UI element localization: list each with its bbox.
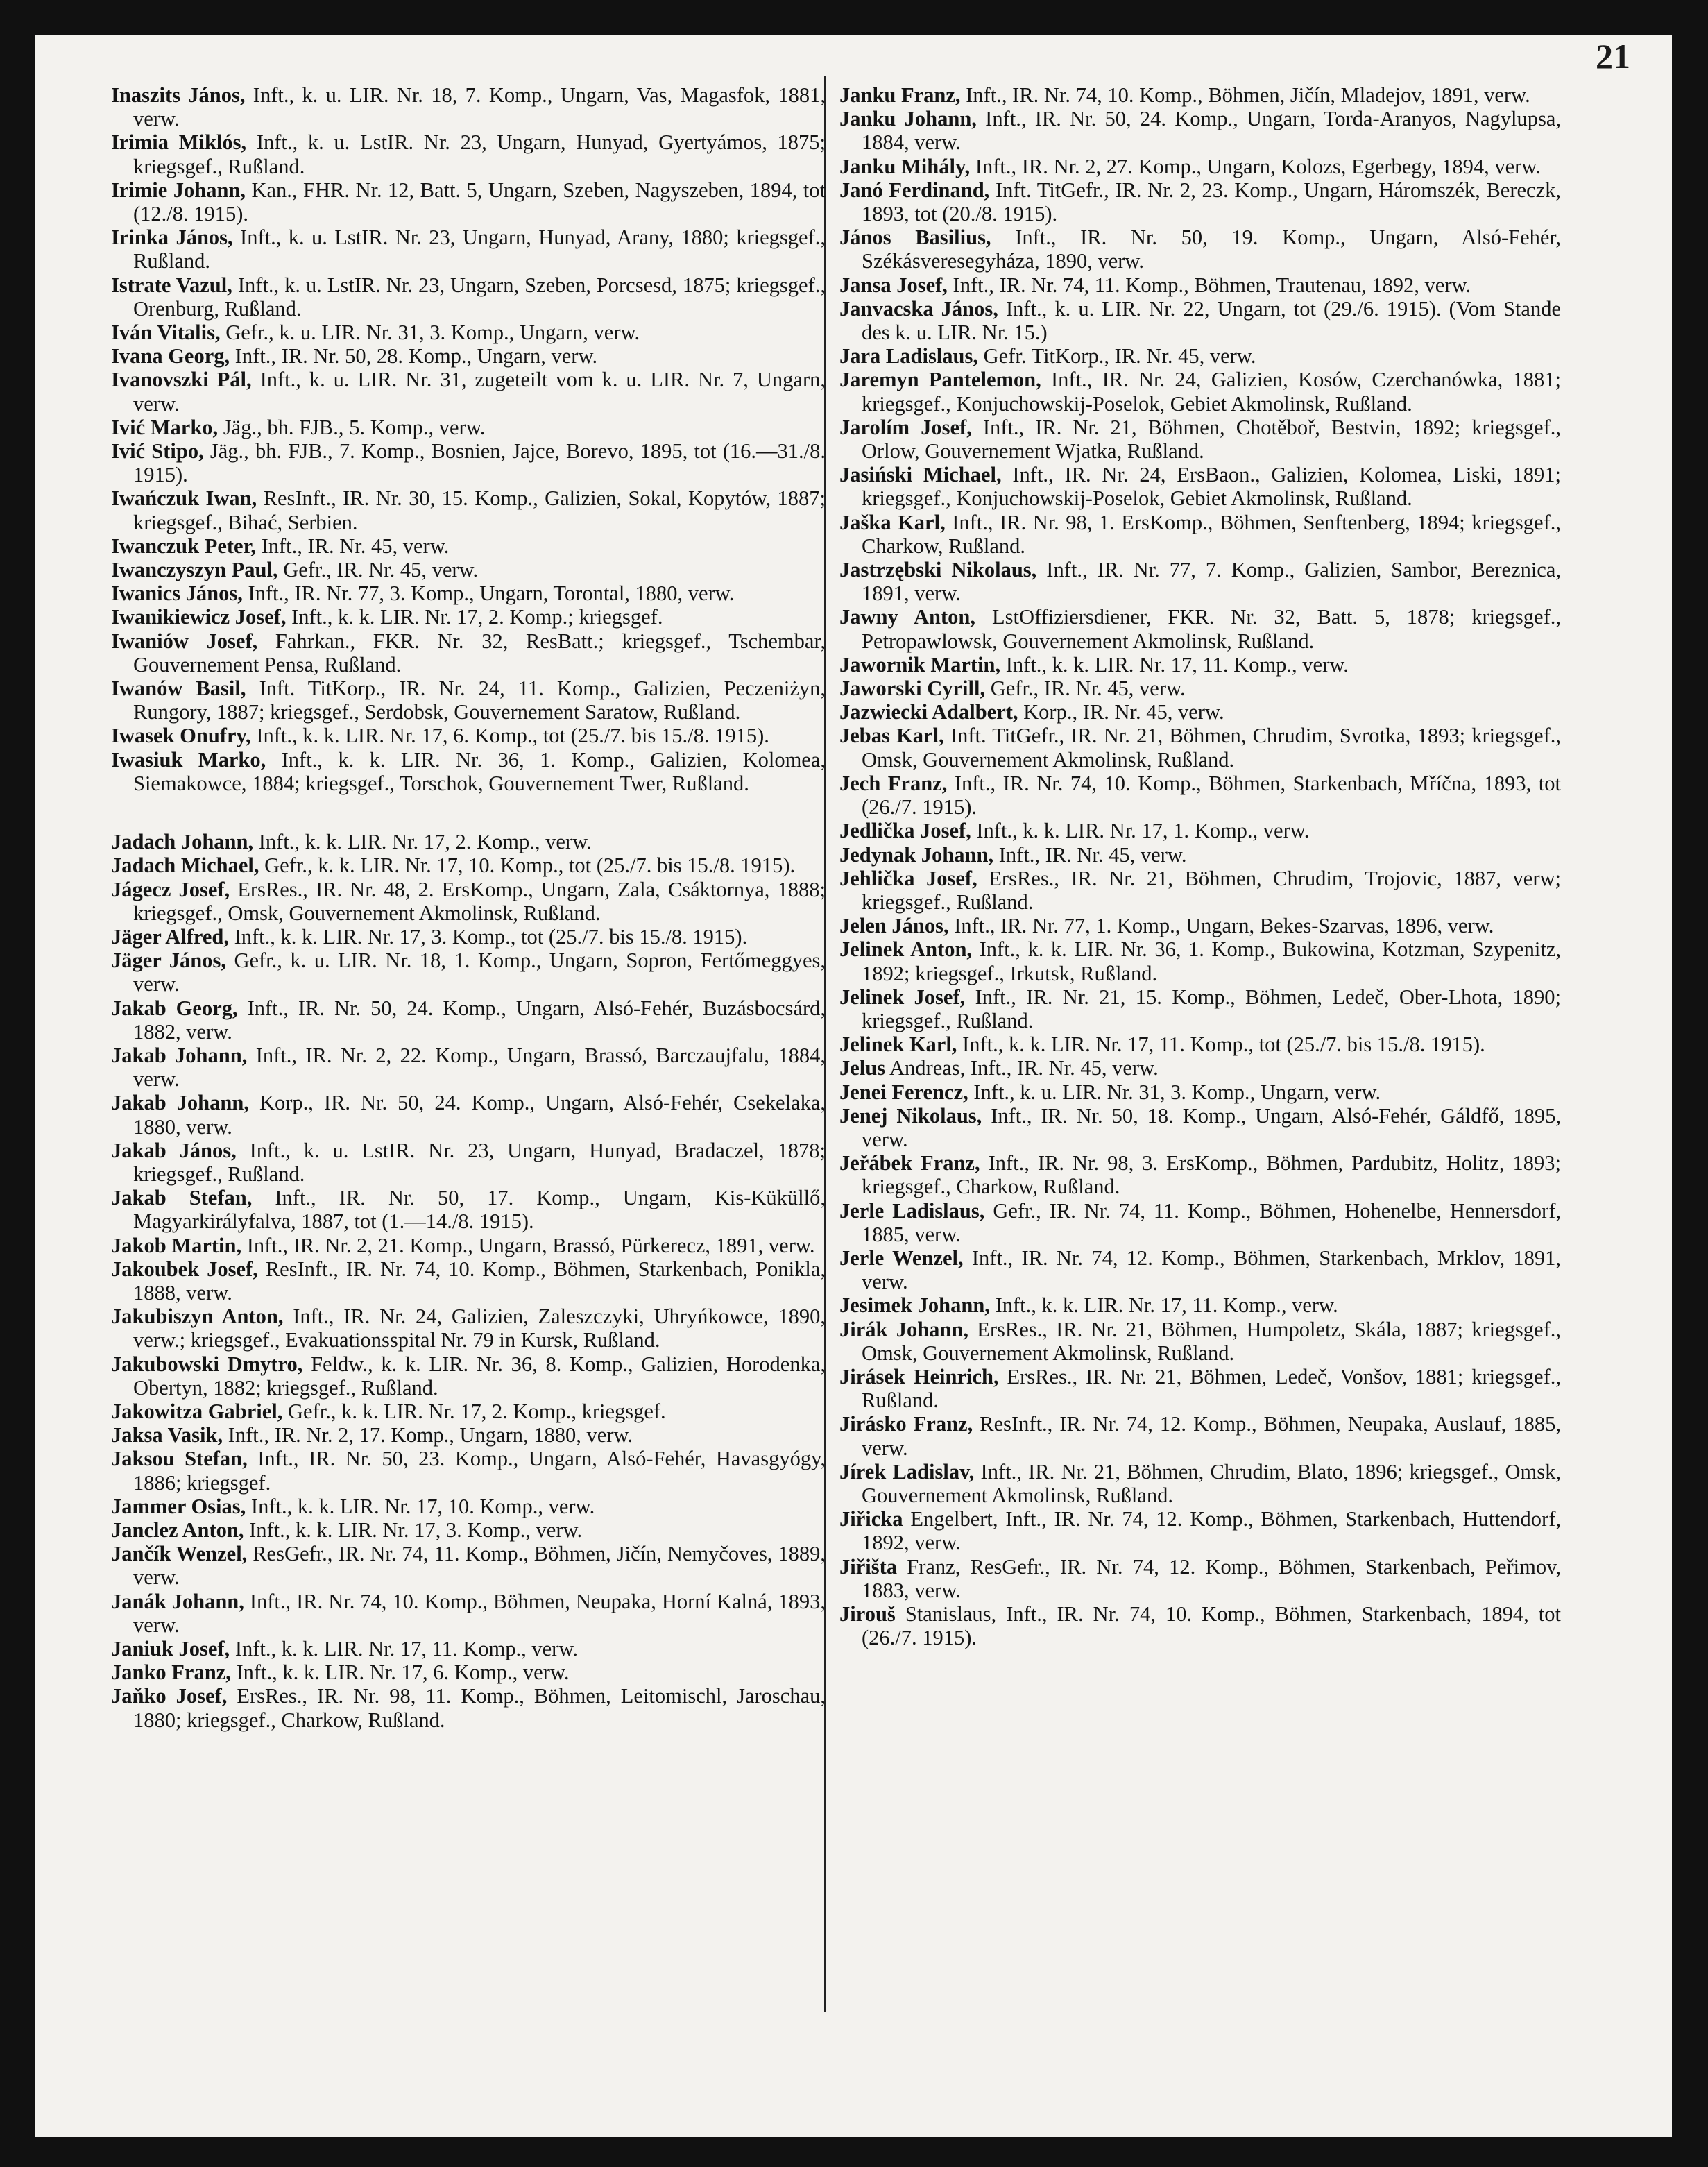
list-entry — [839, 297, 1561, 344]
list-entry — [839, 1365, 1561, 1412]
list-entry — [111, 558, 826, 581]
entry-details: Gefr. TitKorp., IR. Nr. 45, verw. — [978, 344, 1256, 368]
entry-details: Inft., k. k. LIR. Nr. 17, 6. Komp., tot (25./7. bis 15./8. 1915). — [250, 724, 769, 748]
list-entry — [839, 1602, 1561, 1649]
entry-name: Jakubowski Dmytro, — [111, 1352, 303, 1376]
entry-name: Jelen János, — [839, 914, 949, 938]
entry-details: Inft., k. k. LIR. Nr. 17, 11. Komp., verw. — [1000, 652, 1349, 677]
entry-details: Inft., IR. Nr. 77, 7. Komp., Galizien, Sambor, Bereznica, 1891, verw. — [862, 558, 1561, 606]
entry-details: Inft., IR. Nr. 50, 28. Komp., Ungarn, verw. — [230, 344, 598, 368]
entry-details: Inft. TitKorp., IR. Nr. 24, 11. Komp., Galizien, Peczeniżyn, Rungory, 1887; kriegsgef., Serdobsk, Gouvernement Saratow, Rußland. — [133, 677, 826, 724]
entry-name: Jaksou Stefan, — [111, 1447, 248, 1471]
list-entry — [839, 1318, 1561, 1365]
list-entry — [111, 344, 826, 368]
entry-name: Ivana Georg, — [111, 344, 230, 368]
list-entry — [111, 416, 826, 439]
entry-name: Jech Franz, — [839, 771, 948, 795]
entry-name: Iván Vitalis, — [111, 321, 221, 345]
list-entry — [111, 273, 826, 321]
entry-name: Iwanczuk Peter, — [111, 534, 256, 558]
entry-name: Jadach Michael, — [111, 853, 259, 878]
list-entry — [839, 700, 1561, 724]
entry-details: ErsRes., IR. Nr. 48, 2. ErsKomp., Ungarn, Zala, Csáktornya, 1888; kriegsgef., Omsk, Gouvernement Akmolinsk, Rußland. — [133, 877, 826, 925]
entry-name: Jirák Johann, — [839, 1317, 968, 1341]
list-entry — [839, 155, 1561, 178]
list-entry — [839, 653, 1561, 677]
entry-details: Inft., k. k. LIR. Nr. 17, 11. Komp., verw. — [989, 1293, 1338, 1318]
list-entry — [839, 843, 1561, 867]
list-entry — [839, 107, 1561, 154]
right-column — [839, 83, 1561, 1649]
entry-details: Inft., IR. Nr. 21, Böhmen, Chotěboř, Bestvin, 1892; kriegsgef., Orlow, Gouvernement Wjatka, Rußland. — [862, 415, 1561, 464]
list-entry — [111, 1139, 826, 1186]
entry-details: Gefr., k. u. LIR. Nr. 18, 1. Komp., Ungarn, Sopron, Fertőmeggyes, verw. — [133, 949, 826, 996]
entry-name: Janák Johann, — [111, 1589, 244, 1613]
entry-name: Jeřábek Franz, — [839, 1151, 980, 1175]
entry-details: Inft., k. k. LIR. Nr. 36, 1. Komp., Galizien, Kolomea, Siemakowce, 1884; kriegsgef., Torschok, Gouvernement Twer, Rußland. — [133, 747, 826, 795]
entry-name: Jiřišta — [839, 1554, 898, 1579]
entry-details: Gefr., IR. Nr. 45, verw. — [277, 558, 479, 582]
list-entry — [839, 1151, 1561, 1198]
entry-details: Feldw., k. k. LIR. Nr. 36, 8. Komp., Galizien, Horodenka, Obertyn, 1882; kriegsgef., Rußland. — [133, 1352, 826, 1400]
list-entry — [111, 878, 826, 925]
list-entry — [839, 368, 1561, 415]
entry-name: Janku Johann, — [839, 107, 977, 131]
entry-name: Iwanics János, — [111, 581, 243, 606]
list-entry — [111, 1542, 826, 1589]
entry-details: Inft., IR. Nr. 2, 21. Komp., Ungarn, Brassó, Pürkerecz, 1891, verw. — [241, 1233, 815, 1257]
entry-details: Inft., IR. Nr. 50, 23. Komp., Ungarn, Alsó-Fehér, Havasgyógy, 1886; kriegsgef. — [133, 1447, 826, 1495]
list-entry — [111, 1352, 826, 1400]
entry-details: Inft., IR. Nr. 50, 24. Komp., Ungarn, Torda-Aranyos, Nagylupsa, 1884, verw. — [862, 107, 1562, 155]
entry-details: Gefr., k. u. LIR. Nr. 31, 3. Komp., Ungarn, verw. — [220, 321, 640, 345]
list-entry — [839, 1080, 1561, 1104]
entry-name: Janiuk Josef, — [111, 1637, 230, 1660]
list-entry — [111, 1400, 826, 1423]
entry-details: Inft., k. u. LstIR. Nr. 23, Ungarn, Szeben, Porcsesd, 1875; kriegsgef., Orenburg, Rußland. — [133, 273, 826, 321]
list-entry — [839, 558, 1561, 605]
entry-details: ErsRes., IR. Nr. 21, Böhmen, Humpoletz, Skála, 1887; kriegsgef., Omsk, Gouvernement Akmolinsk, Rußland. — [862, 1317, 1561, 1365]
entry-name: Jirouš — [839, 1602, 896, 1626]
entry-details: Inft., k. k. LIR. Nr. 17, 3. Komp., verw. — [244, 1518, 583, 1542]
entry-details: Inft., IR. Nr. 98, 3. ErsKomp., Böhmen, Pardubitz, Holitz, 1893; kriegsgef., Charkow, Rußland. — [862, 1151, 1561, 1199]
entry-details: ResGefr., IR. Nr. 74, 11. Komp., Böhmen, Jičín, Nemyčoves, 1889, verw. — [133, 1542, 826, 1590]
entry-name: Janó Ferdinand, — [839, 178, 990, 202]
entry-details: Inft., IR. Nr. 74, 10. Komp., Böhmen, Starkenbach, Mříčna, 1893, tot (26./7. 1915). — [862, 771, 1561, 819]
list-entry — [111, 1637, 826, 1660]
list-entry — [839, 1056, 1561, 1080]
entry-name: Iwanów Basil, — [111, 677, 246, 701]
entry-name: Jirásko Franz, — [839, 1412, 973, 1436]
entry-name: Jarolím Josef, — [839, 415, 972, 439]
entry-details: Inft., IR. Nr. 74, 10. Komp., Böhmen, Jičín, Mladejov, 1891, verw. — [960, 83, 1530, 107]
entry-name: Ivanovszki Pál, — [111, 368, 252, 392]
entry-details: Inft., k. k. LIR. Nr. 17, 3. Komp., tot (25./7. bis 15./8. 1915). — [228, 924, 748, 949]
list-entry — [839, 677, 1561, 700]
entry-name: Jakab János, — [111, 1138, 237, 1162]
entry-name: Janclez Anton, — [111, 1518, 244, 1542]
list-entry — [839, 273, 1561, 297]
entry-details: Inft., IR. Nr. 77, 3. Komp., Ungarn, Torontal, 1880, verw. — [242, 581, 735, 606]
list-entry — [111, 853, 826, 877]
entry-name: Irimia Miklós, — [111, 130, 247, 155]
entry-details: Engelbert, Inft., IR. Nr. 74, 12. Komp., Böhmen, Starkenbach, Huttendorf, 1892, verw. — [862, 1507, 1561, 1555]
entry-name: Jerle Wenzel, — [839, 1246, 964, 1270]
list-entry — [111, 534, 826, 558]
list-entry — [839, 1412, 1561, 1459]
entry-name: Jedynak Johann, — [839, 842, 994, 867]
entry-name: Jelinek Anton, — [839, 937, 973, 962]
list-entry — [839, 772, 1561, 819]
entry-name: Jadach Johann, — [111, 830, 254, 854]
entry-details: Inft., IR. Nr. 24, Galizien, Kosów, Czerchanówka, 1881; kriegsgef., Konjuchowskij-Poselok, Gebiet Akmolinsk, Rußland. — [862, 368, 1562, 416]
entry-details: Inft., k. k. LIR. Nr. 17, 10. Komp., verw. — [246, 1494, 595, 1518]
entry-details: Inft., IR. Nr. 45, verw. — [993, 842, 1187, 867]
list-entry — [111, 1447, 826, 1494]
entry-name: Jesimek Johann, — [839, 1293, 990, 1318]
list-entry — [111, 439, 826, 486]
entry-details: Stanislaus, Inft., IR. Nr. 74, 10. Komp., Böhmen, Starkenbach, 1894, tot (26./7. 1915). — [862, 1602, 1561, 1650]
list-entry — [111, 925, 826, 949]
entry-details: Korp., IR. Nr. 45, verw. — [1018, 700, 1224, 724]
entry-details: Inft., k. u. LstIR. Nr. 23, Ungarn, Hunyad, Gyertyámos, 1875; kriegsgef., Rußland. — [133, 130, 826, 178]
entry-details: Jäg., bh. FJB., 5. Komp., verw. — [218, 415, 486, 439]
entry-details: ResInft., IR. Nr. 30, 15. Komp., Galizien, Sokal, Kopytów, 1887; kriegsgef., Bihać, Serbien. — [133, 486, 826, 534]
entry-name: Jäger János, — [111, 949, 226, 973]
list-entry — [839, 1460, 1561, 1507]
section-gap — [111, 795, 826, 830]
document-page — [35, 35, 1672, 2137]
entry-name: Jelinek Karl, — [839, 1032, 957, 1057]
entry-name: Jelus — [839, 1056, 886, 1080]
list-entry — [839, 1507, 1561, 1554]
entry-details: Inft., IR. Nr. 74, 12. Komp., Böhmen, Starkenbach, Mrklov, 1891, verw. — [862, 1246, 1561, 1294]
entry-name: Jawornik Martin, — [839, 652, 1001, 677]
entry-details: ResInft., IR. Nr. 74, 12. Komp., Böhmen, Neupaka, Auslauf, 1885, verw. — [862, 1412, 1561, 1460]
entry-name: Irimie Johann, — [111, 178, 246, 202]
list-entry — [111, 629, 826, 677]
entry-name: Janku Mihály, — [839, 154, 971, 178]
entry-details: Inft., IR. Nr. 50, 24. Komp., Ungarn, Alsó-Fehér, Buzásbocsárd, 1882, verw. — [133, 996, 826, 1044]
entry-name: Istrate Vazul, — [111, 273, 232, 297]
entry-name: Iwaniów Josef, — [111, 629, 258, 653]
list-entry — [839, 1032, 1561, 1056]
entry-details: Inft., IR. Nr. 24, Galizien, Zaleszczyki, Uhryńkowce, 1890, verw.; kriegsgef., Evakuationsspital Nr. 79 in Kursk, Rußland. — [133, 1305, 826, 1352]
entry-details: Inft., k. k. LIR. Nr. 17, 11. Komp., tot (25./7. bis 15./8. 1915). — [957, 1032, 1485, 1057]
list-entry — [839, 226, 1561, 273]
entry-details: Inft., IR. Nr. 24, ErsBaon., Galizien, Kolomea, Liski, 1891; kriegsgef., Konjuchowskij-Poselok, Gebiet Akmolinsk, Rußland. — [862, 463, 1561, 511]
entry-name: Jakab Georg, — [111, 996, 238, 1020]
entry-details: Inft., k. k. LIR. Nr. 17, 2. Komp.; kriegsgef. — [286, 605, 663, 629]
entry-name: Iwanczyszyn Paul, — [111, 558, 278, 582]
entry-details: Inft., k. u. LIR. Nr. 22, Ungarn, tot (29./6. 1915). (Vom Stande des k. u. LIR. Nr. 15.) — [862, 296, 1561, 345]
entry-name: Iwasiuk Marko, — [111, 747, 266, 772]
entry-details: Inft., IR. Nr. 2, 27. Komp., Ungarn, Kolozs, Egerbegy, 1894, verw. — [970, 154, 1541, 178]
entry-details: ErsRes., IR. Nr. 21, Böhmen, Ledeč, Vonšov, 1881; kriegsgef., Rußland. — [862, 1364, 1561, 1413]
entry-details: Franz, ResGefr., IR. Nr. 74, 12. Komp., Böhmen, Starkenbach, Peřimov, 1883, verw. — [862, 1554, 1561, 1602]
list-entry — [839, 1555, 1561, 1602]
list-entry — [111, 996, 826, 1044]
entry-name: Janko Franz, — [111, 1660, 231, 1685]
list-entry — [839, 344, 1561, 368]
list-entry — [839, 416, 1561, 463]
list-entry — [111, 581, 826, 605]
entry-name: Jasiński Michael, — [839, 463, 1002, 487]
list-entry — [111, 1305, 826, 1352]
list-entry — [111, 1234, 826, 1257]
list-entry — [839, 1293, 1561, 1317]
entry-name: Jazwiecki Adalbert, — [839, 700, 1018, 724]
entry-details: Korp., IR. Nr. 50, 24. Komp., Ungarn, Alsó-Fehér, Csekelaka, 1880, verw. — [133, 1091, 826, 1139]
entry-name: Jakoubek Josef, — [111, 1257, 258, 1281]
entry-details: Inft., k. u. LstIR. Nr. 23, Ungarn, Hunyad, Bradaczel, 1878; kriegsgef., Rußland. — [133, 1138, 826, 1186]
entry-name: Jágecz Josef, — [111, 877, 230, 901]
list-entry — [111, 1518, 826, 1542]
entry-details: Inft., IR. Nr. 74, 10. Komp., Böhmen, Neupaka, Horní Kalná, 1893, verw. — [133, 1589, 826, 1637]
entry-name: Jawny Anton, — [839, 605, 976, 629]
entry-name: Jírek Ladislav, — [839, 1459, 975, 1484]
entry-name: Iwańczuk Iwan, — [111, 486, 257, 511]
entry-details: Inft., IR. Nr. 74, 11. Komp., Böhmen, Trautenau, 1892, verw. — [947, 273, 1471, 297]
entry-name: Iwanikiewicz Josef, — [111, 605, 287, 629]
list-entry — [111, 1186, 826, 1233]
list-entry — [839, 1246, 1561, 1293]
entry-name: Ivić Stipo, — [111, 439, 204, 464]
entry-name: Jansa Josef, — [839, 273, 948, 297]
entry-name: Iwasek Onufry, — [111, 724, 251, 748]
list-entry — [839, 1199, 1561, 1246]
entry-name: Jelinek Josef, — [839, 985, 966, 1009]
list-entry — [111, 368, 826, 415]
entry-details: Inft., IR. Nr. 45, verw. — [255, 534, 450, 558]
entry-name: Jäger Alfred, — [111, 924, 229, 949]
list-entry — [111, 178, 826, 226]
list-entry — [111, 605, 826, 629]
entry-details: Inft., IR. Nr. 77, 1. Komp., Ungarn, Bekes-Szarvas, 1896, verw. — [948, 914, 1494, 938]
entry-details: Inft., k. u. LIR. Nr. 31, zugeteilt vom k. u. LIR. Nr. 7, Ungarn, verw. — [133, 368, 826, 416]
entry-details: Inft. TitGefr., IR. Nr. 21, Böhmen, Chrudim, Svrotka, 1893; kriegsgef., Omsk, Gouvernement Akmolinsk, Rußland. — [862, 724, 1562, 772]
list-entry — [111, 226, 826, 273]
entry-name: Jaňko Josef, — [111, 1684, 228, 1708]
entry-name: Jakob Martin, — [111, 1233, 242, 1257]
entry-name: Jebas Karl, — [839, 724, 944, 748]
entry-name: Jirásek Heinrich, — [839, 1364, 999, 1388]
page-number: 21 — [1596, 37, 1630, 76]
entry-name: Jakubiszyn Anton, — [111, 1305, 284, 1329]
entry-name: Jakab Stefan, — [111, 1186, 253, 1210]
entry-details: ErsRes., IR. Nr. 21, Böhmen, Chrudim, Trojovic, 1887, verw; kriegsgef., Rußland. — [862, 866, 1562, 914]
entry-name: Ivić Marko, — [111, 415, 219, 439]
list-entry — [111, 1044, 826, 1091]
entry-details: Inft., IR. Nr. 2, 17. Komp., Ungarn, 1880, verw. — [223, 1423, 633, 1447]
entry-name: János Basilius, — [839, 226, 991, 250]
list-entry — [111, 1684, 826, 1731]
list-entry — [111, 1660, 826, 1684]
entry-details: Inft., IR. Nr. 50, 19. Komp., Ungarn, Alsó-Fehér, Székásveresegyháza, 1890, verw. — [862, 226, 1561, 273]
entry-name: Jenei Ferencz, — [839, 1080, 968, 1104]
list-entry — [839, 985, 1561, 1032]
entry-details: Inft., k. k. LIR. Nr. 36, 1. Komp., Bukowina, Kotzman, Szypenitz, 1892; kriegsgef., Irkutsk, Rußland. — [862, 937, 1561, 985]
entry-details: Andreas, Inft., IR. Nr. 45, verw. — [885, 1056, 1159, 1080]
entry-details: Gefr., k. k. LIR. Nr. 17, 10. Komp., tot (25./7. bis 15./8. 1915). — [259, 853, 796, 878]
entry-details: Inft., k. k. LIR. Nr. 17, 1. Komp., verw. — [971, 819, 1310, 843]
list-entry — [111, 1091, 826, 1138]
entry-details: Inft., IR. Nr. 2, 22. Komp., Ungarn, Brassó, Barczaujfalu, 1884, verw. — [133, 1043, 826, 1091]
entry-name: Jehlička Josef, — [839, 866, 977, 890]
list-entry — [111, 724, 826, 747]
entry-name: Jiřicka — [839, 1507, 903, 1531]
list-entry — [839, 511, 1561, 558]
list-entry — [111, 830, 826, 853]
entry-details: Inft., k. k. LIR. Nr. 17, 11. Komp., verw. — [230, 1637, 578, 1660]
entry-name: Jakab Johann, — [111, 1091, 249, 1115]
entry-details: Inft. TitGefr., IR. Nr. 2, 23. Komp., Ungarn, Háromszék, Bereczk, 1893, tot (20./8. 1915). — [862, 178, 1561, 226]
entry-details: Inft., IR. Nr. 98, 1. ErsKomp., Böhmen, Senftenberg, 1894; kriegsgef., Charkow, Rußland. — [862, 510, 1561, 558]
entry-details: Gefr., IR. Nr. 74, 11. Komp., Böhmen, Hohenelbe, Hennersdorf, 1885, verw. — [862, 1198, 1561, 1246]
entry-details: Jäg., bh. FJB., 7. Komp., Bosnien, Jajce, Borevo, 1895, tot (16.—31./8. 1915). — [133, 439, 826, 487]
list-entry — [839, 914, 1561, 937]
list-entry — [839, 605, 1561, 652]
list-entry — [111, 1590, 826, 1637]
list-entry — [839, 83, 1561, 107]
entry-name: Jerle Ladislaus, — [839, 1198, 985, 1223]
entry-details: Inft., k. u. LstIR. Nr. 23, Ungarn, Hunyad, Arany, 1880; kriegsgef., Rußland. — [133, 226, 826, 273]
list-entry — [111, 748, 826, 795]
entry-name: Jaška Karl, — [839, 510, 946, 534]
list-entry — [839, 463, 1561, 510]
entry-name: Jammer Osias, — [111, 1494, 246, 1518]
list-entry — [111, 486, 826, 534]
entry-name: Jakowitza Gabriel, — [111, 1399, 283, 1423]
entry-details: Inft., k. u. LIR. Nr. 31, 3. Komp., Ungarn, verw. — [968, 1080, 1381, 1104]
entry-name: Jaworski Cyrill, — [839, 677, 986, 701]
entry-name: Janku Franz, — [839, 83, 961, 107]
entry-name: Jenej Nikolaus, — [839, 1103, 982, 1128]
list-entry — [839, 867, 1561, 914]
entry-name: Irinka János, — [111, 226, 233, 250]
entry-name: Jakab Johann, — [111, 1043, 248, 1067]
entry-details: ErsRes., IR. Nr. 98, 11. Komp., Böhmen, Leitomischl, Jaroschau, 1880; kriegsgef., Charkow, Rußland. — [133, 1684, 826, 1732]
list-entry — [111, 677, 826, 724]
entry-details: Inft., IR. Nr. 21, 15. Komp., Böhmen, Ledeč, Ober-Lhota, 1890; kriegsgef., Rußland. — [862, 985, 1561, 1032]
entry-details: Inft., k. k. LIR. Nr. 17, 2. Komp., verw. — [253, 830, 592, 854]
entry-details: Kan., FHR. Nr. 12, Batt. 5, Ungarn, Szeben, Nagyszeben, 1894, tot (12./8. 1915). — [133, 178, 826, 226]
entry-details: ResInft., IR. Nr. 74, 10. Komp., Böhmen, Starkenbach, Ponikla, 1888, verw. — [133, 1257, 826, 1305]
list-entry — [111, 321, 826, 344]
list-entry — [111, 1423, 826, 1447]
entry-name: Jastrzębski Nikolaus, — [839, 558, 1037, 582]
entry-details: Gefr., IR. Nr. 45, verw. — [985, 677, 1186, 701]
entry-details: Inft., IR. Nr. 50, 17. Komp., Ungarn, Kis-Küküllő, Magyarkirályfalva, 1887, tot (1.—14./8. 1915). — [133, 1186, 826, 1234]
left-column — [111, 83, 826, 1732]
entry-name: Jančík Wenzel, — [111, 1542, 248, 1566]
entry-details: Inft., IR. Nr. 50, 18. Komp., Ungarn, Alsó-Fehér, Gáldfő, 1895, verw. — [862, 1103, 1561, 1151]
list-entry — [111, 130, 826, 178]
entry-name: Jaksa Vasik, — [111, 1423, 223, 1447]
entry-name: Jaremyn Pantelemon, — [839, 368, 1041, 392]
entry-details: Fahrkan., FKR. Nr. 32, ResBatt.; kriegsgef., Tschembar, Gouvernement Pensa, Rußland. — [133, 629, 826, 677]
entry-details: Inft., k. k. LIR. Nr. 17, 6. Komp., verw. — [230, 1660, 570, 1685]
list-entry — [839, 1104, 1561, 1151]
entry-details: Inft., k. u. LIR. Nr. 18, 7. Komp., Ungarn, Vas, Magasfok, 1881, verw. — [133, 83, 826, 131]
list-entry — [111, 1495, 826, 1518]
list-entry — [839, 819, 1561, 842]
entry-name: Jedlička Josef, — [839, 819, 971, 843]
list-entry — [111, 949, 826, 996]
list-entry — [839, 937, 1561, 985]
list-entry — [839, 178, 1561, 226]
entry-name: Jara Ladislaus, — [839, 344, 978, 368]
list-entry — [839, 724, 1561, 771]
entry-details: Gefr., k. k. LIR. Nr. 17, 2. Komp., kriegsgef. — [282, 1399, 666, 1423]
entry-details: LstOffiziersdiener, FKR. Nr. 32, Batt. 5, 1878; kriegsgef., Petropawlowsk, Gouvernement Akmolinsk, Rußland. — [862, 605, 1561, 653]
entry-details: Inft., IR. Nr. 21, Böhmen, Chrudim, Blato, 1896; kriegsgef., Omsk, Gouvernement Akmolinsk, Rußland. — [862, 1459, 1561, 1507]
entry-name: Inaszits János, — [111, 83, 246, 107]
entry-name: Janvacska János, — [839, 296, 998, 321]
list-entry — [111, 83, 826, 130]
list-entry — [111, 1257, 826, 1305]
